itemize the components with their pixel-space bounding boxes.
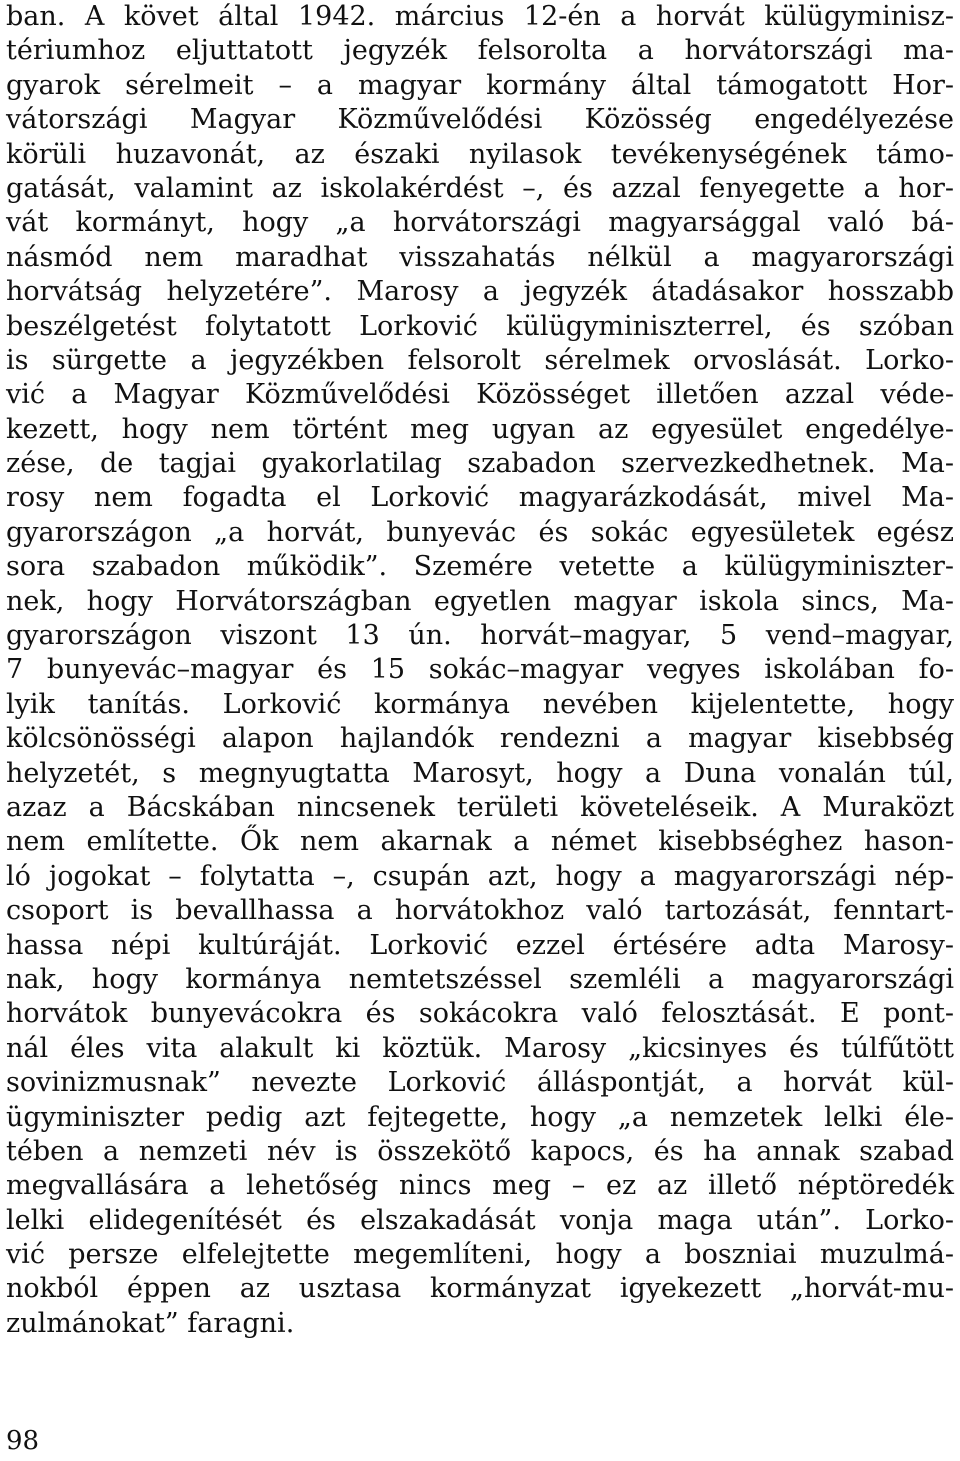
text-line: gatását, valamint az iskolakérdést –, és azzal fenyegette a hor- (6, 172, 954, 204)
text-line: beszélgetést folytatott Lorković külügyminiszterrel, és szóban (6, 310, 954, 342)
text-line: rosy nem fogadta el Lorković magyarázkodását, mivel Ma- (6, 482, 954, 514)
text-line: zése, de tagjai gyakorlatilag szabadon szervezkedhetnek. Ma- (6, 448, 954, 480)
text-line: horvátság helyzetére”. Marosy a jegyzék átadásakor hosszabb (6, 276, 954, 308)
text-line: lelki elidegenítését és elszakadását vonja maga után”. Lorko- (6, 1204, 954, 1236)
text-line: ban. A követ által 1942. március 12-én a horvát külügyminisz- (6, 1, 954, 32)
text-line: zulmánokat” faragni. (6, 1307, 295, 1339)
text-line: gyarországon viszont 13 ún. horvát–magyar, 5 vend–magyar, (6, 620, 954, 652)
text-line: nem említette. Ők nem akarnak a német kisebbséghez hason- (6, 826, 954, 858)
text-line: vić persze elfelejtette megemlíteni, hogy a bosznia​i muzulmá- (6, 1239, 954, 1271)
text-line: kezett, hogy nem történt meg ugyan az egyesület engedélye- (6, 413, 954, 445)
text-line: vić a Magyar Közművelődési Közösséget illetően azzal véde- (6, 379, 954, 411)
text-line: megvallására a lehetőség nincs meg – ez az illető néptöredék (6, 1170, 954, 1202)
text-line: lyik tanítás. Lorković kormánya nevében kijelentette, hogy (6, 688, 954, 720)
text-line: hassa népi kultúráját. Lorković ezzel értésére adta Marosy- (6, 929, 954, 961)
text-line: násmód nem maradhat visszahatás nélkül a magyarországi (6, 241, 954, 273)
text-line: horvátok bunyevácokra és sokácokra való felosztását. E pont- (6, 998, 954, 1030)
page-number: 98 (6, 1426, 40, 1456)
text-line: azaz a Bácskában nincsenek területi követeléseik. A Muraközt (6, 791, 954, 823)
text-line: nek, hogy Horvátországban egyetlen magyar iskola sincs, Ma- (6, 585, 954, 617)
text-line: helyzetét, s megnyugtatta Marosyt, hogy a Duna vonalán túl, (6, 757, 954, 789)
body-text (6, 0, 954, 1341)
text-line: körüli huzavonát, az északi nyilasok tevékenységének támo- (6, 138, 954, 170)
text-line: vát kormányt, hogy „a horvátországi magyarsággal való bá- (6, 207, 954, 239)
text-line: sora szabadon működik”. Szemére vetette a külügyminiszter- (6, 551, 954, 583)
text-line: kölcsönösségi alapon hajlandók rendezni a magyar kisebbség (6, 723, 954, 755)
text-line: is sürgette a jegyzékben felsorolt sérelmek orvoslását. Lorko- (6, 344, 954, 376)
text-line: vátországi Magyar Közművelődési Közösség engedélyezése (6, 104, 954, 136)
text-line: ló jogokat – folytatta –, csupán azt, hogy a magyarországi nép- (6, 860, 954, 892)
text-line: nál éles vita alakult ki köztük. Marosy „kicsinyes és túlfűtött (6, 1032, 954, 1064)
text-line: gyarok sérelmeit – a magyar kormány által támogatott Hor- (6, 69, 954, 101)
text-line: gyarországon „a horvát, bunyevác és sokác egyesületek egész (6, 516, 954, 548)
text-line: ügyminiszter pedig azt fejtegette, hogy „a nemzetek lelki éle- (6, 1101, 954, 1133)
text-line: tériumhoz eljuttatott jegyzék felsorolta a horvátországi ma- (6, 35, 954, 67)
text-line: sovinizmusnak” nevezte Lorković álláspontját, a horvát kül- (6, 1067, 954, 1099)
text-line: nokból éppen az usztasa kormányzat igyekezett „horvát-mu- (6, 1273, 954, 1305)
text-line: 7 bunyevác–magyar és 15 sokác–magyar vegyes iskolában fo- (6, 654, 954, 686)
text-line: tében a nemzeti név is összekötő kapocs, és ha annak szabad (6, 1135, 954, 1167)
text-line: nak, hogy kormánya nemtetszéssel szemléli a magyarországi (6, 963, 954, 995)
text-line: csoport is bevallhassa a horvátokhoz való tartozását, fenntart- (6, 895, 954, 927)
